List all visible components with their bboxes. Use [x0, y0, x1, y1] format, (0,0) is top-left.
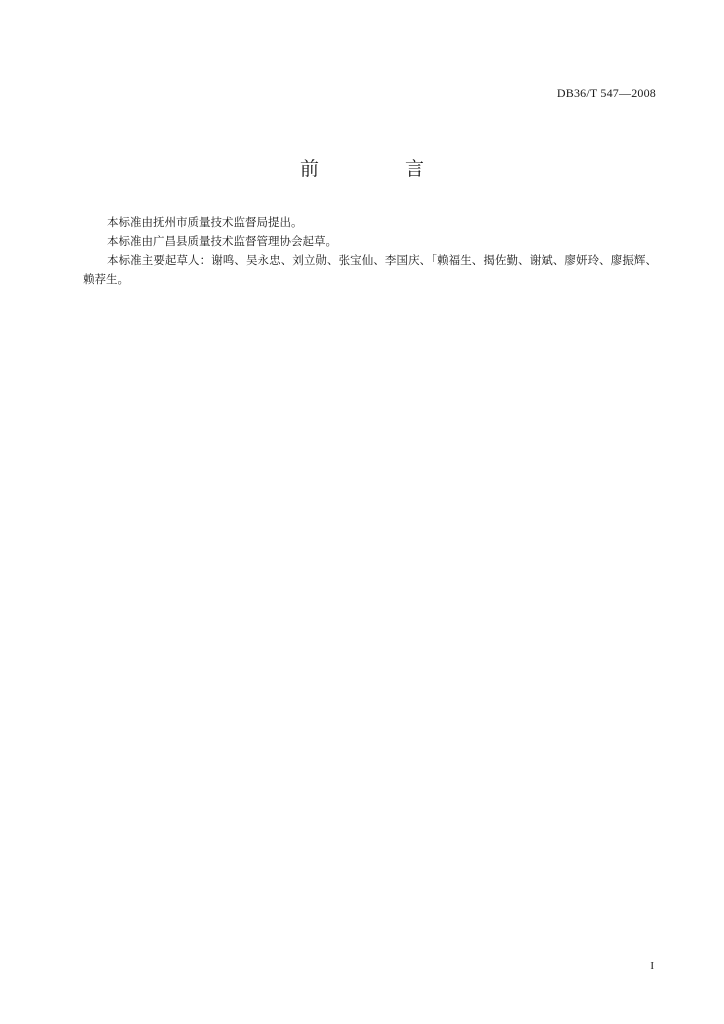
paragraph-drafter: 本标准由广昌县质量技术监督管理协会起草。	[107, 234, 337, 248]
foreword-body	[83, 213, 657, 289]
section-title-foreword: 前 言	[299, 158, 465, 180]
page-number: I	[650, 960, 654, 972]
paragraph-drafters-list: 本标准主要起草人：谢鸣、吴永忠、刘立勋、张宝仙、李国庆、「赖福生、揭佐勤、谢斌、廖妍玲、廖振辉、赖荐生。	[83, 253, 657, 286]
paragraph-proposer: 本标准由抚州市质量技术监督局提出。	[107, 215, 303, 229]
standard-number: DB36/T 547—2008	[556, 86, 656, 100]
